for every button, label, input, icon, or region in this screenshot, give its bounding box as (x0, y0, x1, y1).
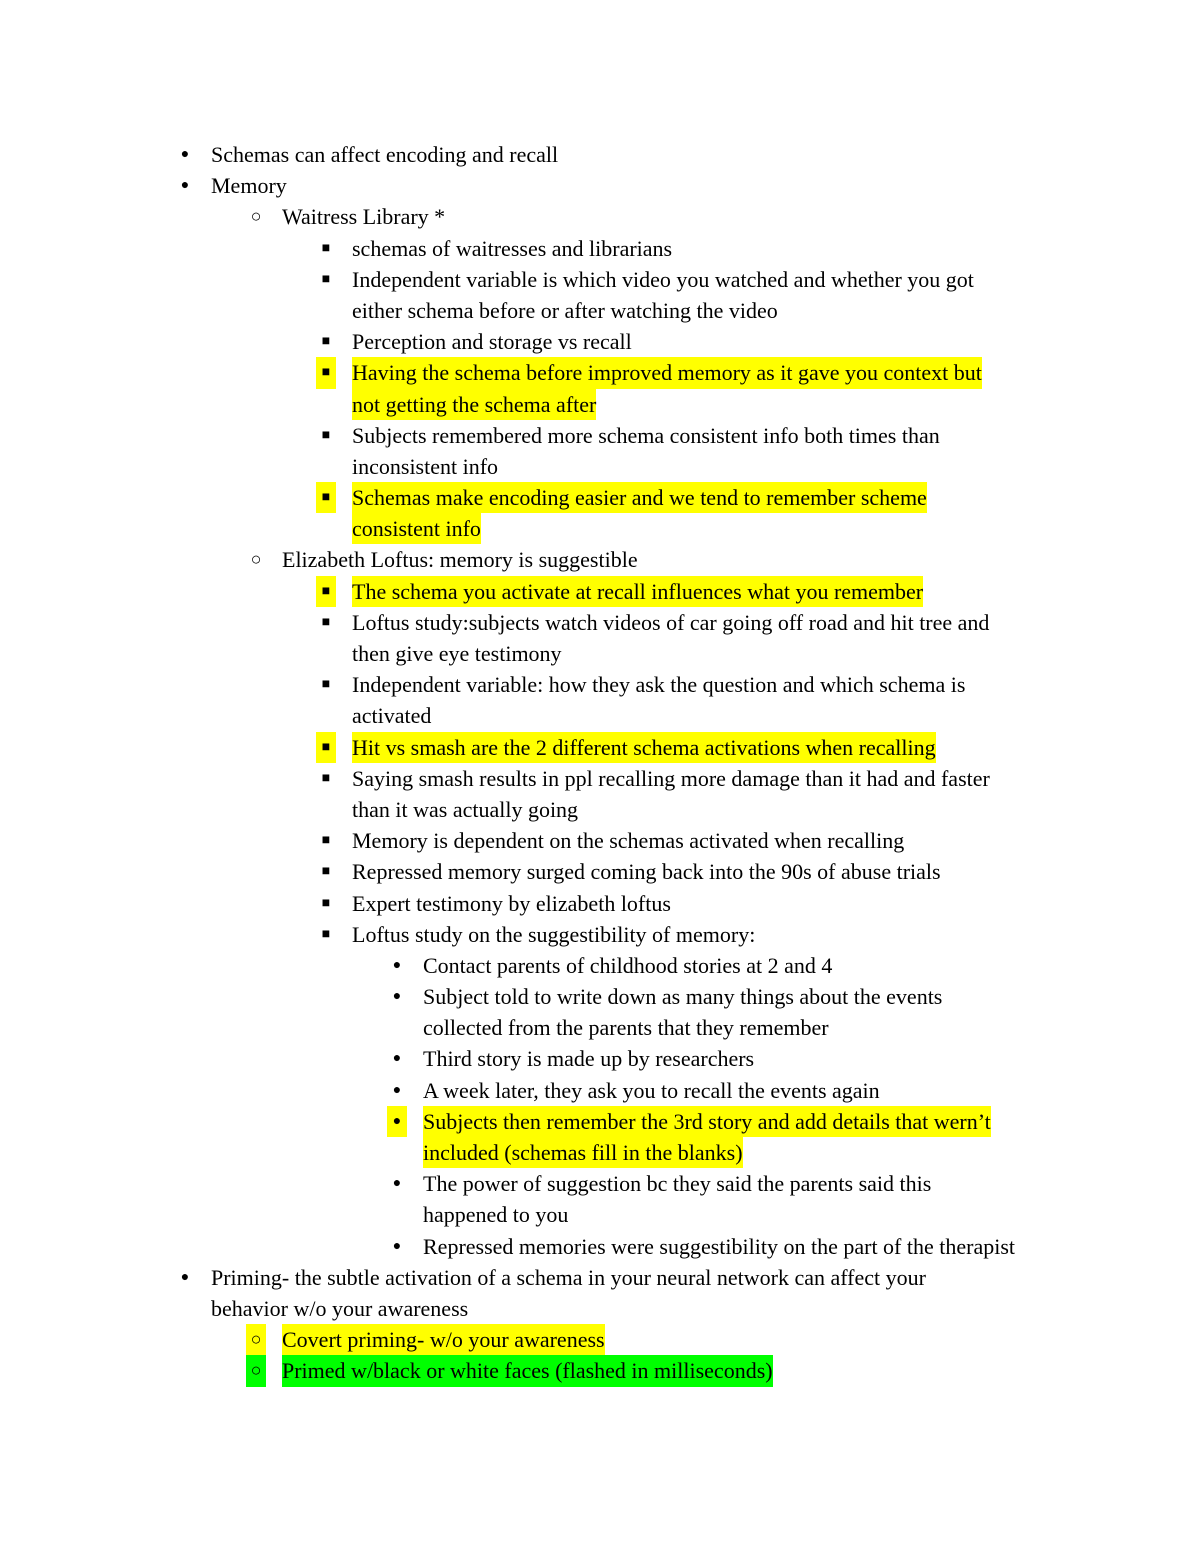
note-line (0, 1231, 1200, 1262)
note-item (0, 170, 1200, 201)
note-text: either schema before or after watching the video (352, 297, 778, 323)
note-item (0, 233, 1200, 264)
note-text: consistent info (352, 513, 481, 544)
note-line (0, 233, 1200, 264)
note-item (0, 981, 1200, 1043)
note-item (0, 1262, 1200, 1324)
note-line (0, 170, 1200, 201)
note-line (0, 451, 1200, 482)
bullet-icon: ● (392, 957, 402, 973)
note-text: Subject told to write down as many things about the events (423, 984, 943, 1010)
note-text: not getting the schema after (352, 389, 596, 420)
note-line (0, 420, 1200, 451)
bullet-icon: ■ (321, 770, 331, 786)
note-text: Subjects remembered more schema consistent info both times than (352, 422, 940, 448)
note-text: Perception and storage vs recall (352, 329, 632, 355)
bullet-icon: ■ (321, 926, 331, 942)
notes-document (0, 139, 1200, 1387)
note-text: Elizabeth Loftus: memory is suggestible (282, 547, 638, 573)
bullet-icon: ■ (321, 864, 331, 880)
note-line (0, 139, 1200, 170)
note-line (0, 576, 1200, 607)
note-line (0, 264, 1200, 295)
note-text: The power of suggestion bc they said the parents said this (423, 1171, 932, 1197)
note-line (0, 732, 1200, 763)
note-text: Independent variable: how they ask the question and which schema is (352, 672, 966, 698)
note-line (0, 1324, 1200, 1355)
note-item (0, 669, 1200, 731)
note-item (0, 919, 1200, 950)
note-text: included (schemas fill in the blanks) (423, 1137, 743, 1168)
note-item (0, 1324, 1200, 1355)
bullet-icon: ■ (321, 614, 331, 630)
note-line (0, 295, 1200, 326)
bullet-icon: ■ (316, 357, 336, 388)
note-item (0, 732, 1200, 763)
note-text: behavior w/o your awareness (211, 1295, 469, 1321)
note-text: Hit vs smash are the 2 different schema activations when recalling (352, 732, 936, 763)
note-text: Having the schema before improved memory as it gave you context but (352, 357, 982, 388)
bullet-icon: ● (180, 147, 190, 162)
note-item (0, 1043, 1200, 1074)
note-line (0, 669, 1200, 700)
bullet-icon: ● (392, 989, 402, 1005)
note-line (0, 1106, 1200, 1137)
note-item (0, 201, 1200, 232)
note-line (0, 1043, 1200, 1074)
bullet-icon: ■ (321, 427, 331, 443)
bullet-icon: ■ (321, 334, 331, 350)
note-line (0, 1199, 1200, 1230)
note-line (0, 357, 1200, 388)
note-line (0, 1075, 1200, 1106)
bullet-icon: ■ (321, 677, 331, 693)
note-text: inconsistent info (352, 453, 499, 479)
note-item (0, 1231, 1200, 1262)
note-line (0, 1137, 1200, 1168)
note-item (0, 607, 1200, 669)
note-item (0, 1168, 1200, 1230)
note-item (0, 950, 1200, 981)
note-line (0, 326, 1200, 357)
note-line (0, 981, 1200, 1012)
note-text: collected from the parents that they remember (423, 1015, 829, 1041)
note-text: Repressed memory surged coming back into the 90s of abuse trials (352, 859, 941, 885)
note-item (0, 763, 1200, 825)
note-text: schemas of waitresses and librarians (352, 235, 673, 261)
note-line (0, 794, 1200, 825)
note-line (0, 1293, 1200, 1324)
note-item (0, 888, 1200, 919)
note-text: Priming- the subtle activation of a schema in your neural network can affect your (211, 1264, 926, 1290)
note-text: Repressed memories were suggestibility on the part of the therapist (423, 1233, 1016, 1259)
bullet-icon: ● (392, 1238, 402, 1254)
note-line (0, 389, 1200, 420)
note-line (0, 700, 1200, 731)
note-text: Schemas can affect encoding and recall (211, 142, 559, 167)
bullet-icon: ■ (316, 732, 336, 763)
note-text: Subjects then remember the 3rd story and add details that wern’t (423, 1106, 991, 1137)
note-line (0, 763, 1200, 794)
note-item (0, 576, 1200, 607)
note-text: happened to you (423, 1202, 569, 1228)
note-text: then give eye testimony (352, 641, 562, 666)
note-line (0, 638, 1200, 669)
bullet-icon: ● (387, 1106, 407, 1137)
note-text: Primed w/black or white faces (flashed in milliseconds) (282, 1355, 773, 1386)
note-text: Waitress Library * (282, 204, 446, 230)
note-item (0, 264, 1200, 326)
note-item (0, 420, 1200, 482)
note-text: Loftus study on the suggestibility of memory: (352, 921, 756, 947)
note-line (0, 856, 1200, 887)
note-item (0, 139, 1200, 170)
note-item (0, 1106, 1200, 1168)
bullet-icon: ■ (316, 482, 336, 513)
note-line (0, 201, 1200, 232)
note-line (0, 825, 1200, 856)
note-line (0, 1012, 1200, 1043)
note-text: A week later, they ask you to recall the events again (423, 1077, 880, 1103)
bullet-icon: ■ (316, 576, 336, 607)
note-line (0, 950, 1200, 981)
note-text: Independent variable is which video you watched and whether you got (352, 266, 974, 292)
note-item (0, 326, 1200, 357)
note-line (0, 919, 1200, 950)
bullet-icon: ○ (250, 549, 262, 570)
note-text: Memory is dependent on the schemas activated when recalling (352, 828, 905, 854)
note-text: Schemas make encoding easier and we tend to remember scheme (352, 482, 927, 513)
note-item (0, 1075, 1200, 1106)
note-item (0, 825, 1200, 856)
note-text: activated (352, 703, 432, 729)
note-item (0, 482, 1200, 544)
note-text: The schema you activate at recall influences what you remember (352, 576, 923, 607)
note-line (0, 513, 1200, 544)
bullet-icon: ● (180, 178, 190, 194)
note-text: Expert testimony by elizabeth loftus (352, 890, 671, 916)
note-line (0, 482, 1200, 513)
note-line (0, 1355, 1200, 1386)
note-text: Covert priming- w/o your awareness (282, 1324, 605, 1355)
bullet-icon: ● (392, 1176, 402, 1192)
note-text: than it was actually going (352, 796, 579, 822)
bullet-icon: ■ (321, 240, 331, 256)
bullet-icon: ○ (246, 1324, 266, 1355)
bullet-icon: ● (180, 1269, 190, 1285)
note-item (0, 856, 1200, 887)
note-text: Memory (211, 173, 287, 199)
bullet-icon: ■ (321, 833, 331, 849)
bullet-icon: ■ (321, 895, 331, 911)
note-line (0, 888, 1200, 919)
bullet-icon: ○ (246, 1355, 266, 1386)
note-line (0, 544, 1200, 575)
note-line (0, 1262, 1200, 1293)
bullet-icon: ● (392, 1082, 402, 1098)
bullet-icon: ● (392, 1051, 402, 1067)
note-line (0, 607, 1200, 638)
bullet-icon: ○ (250, 206, 262, 227)
bullet-icon: ■ (321, 271, 331, 287)
note-text: Saying smash results in ppl recalling more damage than it had and faster (352, 765, 990, 791)
note-item (0, 1355, 1200, 1386)
note-line (0, 1168, 1200, 1199)
note-text: Contact parents of childhood stories at 2 and 4 (423, 952, 833, 978)
note-text: Third story is made up by researchers (423, 1046, 755, 1072)
note-item (0, 357, 1200, 419)
note-text: Loftus study:subjects watch videos of car going off road and hit tree and (352, 609, 990, 635)
note-item (0, 544, 1200, 575)
